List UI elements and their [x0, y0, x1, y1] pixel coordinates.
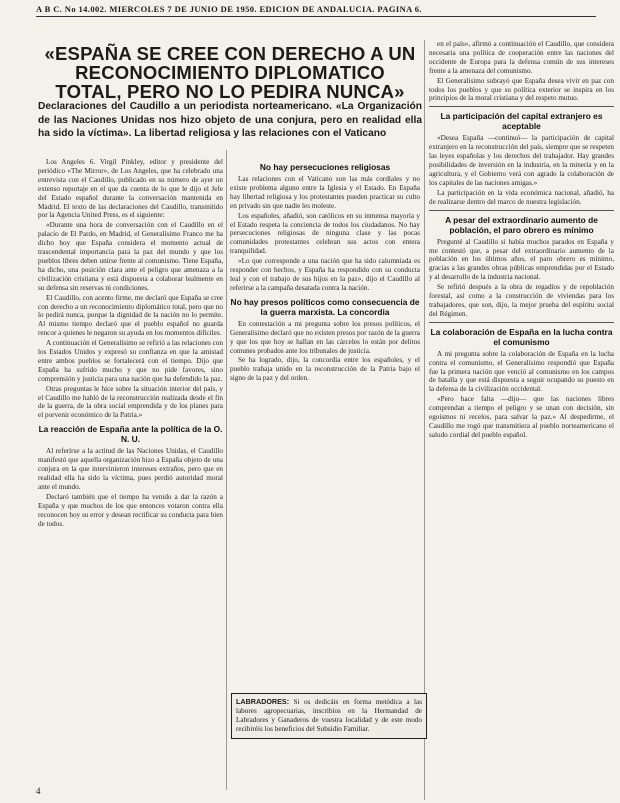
column-divider: [424, 40, 425, 800]
paragraph: «Desea España —continuó— la participación de capital extranjero en la reconstrucción del país, siempre que se respeten las leyes españolas y los derechos del trabajador. Hay grandes posibilidades de inversión en la industria, en la minería y en la agricultura, y el Gobierno verá con agrado la colaboración de los capitales de las naciones amigas.»: [429, 134, 614, 187]
paragraph: En contestación a mi pregunta sobre los presos políticos, el Generalísimo declaró que no existen presos por razón de la guerra y que los que hoy se hallan en las cárceles lo están por delitos comunes probados ante los tribunales de justicia.: [230, 319, 420, 355]
paragraph: Se ha logrado, dijo, la concordia entre los españoles, y el pueblo trabaja unido en la reconstrucción de la Patria bajo el signo de la paz y del orden.: [230, 356, 420, 383]
labradores-notice-box: [231, 693, 427, 739]
section-subheading: No hay persecuciones religiosas: [259, 162, 391, 172]
paragraph: Los Angeles 6. Virgil Pinkley, editor y presidente del periódico «The Mirror», de Los Angeles, que ha celebrado una entrevista con el Caudillo, publicado en su número de ayer un extenso reportaje en el que da cuenta de lo que le dijo el Jefe del Estado español durante la conversación mantenida en Madrid. El texto de las declaraciones del Caudillo, transmitido por la Agencia United Press, es el siguiente:: [38, 158, 223, 220]
paragraph: «Lo que corresponde a una nación que ha sido calumniada es responder con hechos, y España ha respondido con su conducta leal y con el trabajo de sus hijos en la paz», dijo el Caudillo al referirse a la campaña desatada contra la nación.: [230, 257, 420, 292]
paragraph: El Caudillo, con acento firme, me declaró que España se cree con derecho a un reconocimiento diplomático total, pero que no lo pedirá nunca, porque la dignidad de la nación no lo permite. Al mismo tiempo declaró que el pueblo español no guarda rencor a quienes le negaron su ayuda en los momentos difíciles.: [38, 293, 223, 338]
article-column-1: [38, 158, 223, 788]
paragraph: Otras preguntas le hice sobre la situación interior del país, y el Caudillo me habló de la reconstrucción realizada desde el fin de la guerra, de la obra social emprendida y de los planes para el porvenir económico de la Patria.»: [38, 384, 223, 420]
notice-text: Si os dedicáis en forma metódica a las labores agropecuarias, inscribíos en la Hermandad de Labradores y Ganaderos de vuestra localidad y de este modo recibiréis los beneficios del Subsidio Familiar.: [236, 698, 422, 733]
paragraph: Los españoles, añadió, son católicos en su inmensa mayoría y el Estado respeta la conciencia de todos los ciudadanos. No hay persecuciones religiosas de ninguna clase y las pocas comunidades protestantes celebran sus actos con entera tranquilidad.: [230, 211, 420, 256]
section-subheading: A pesar del extraordinario aumento de población, el paro obrero es mínimo: [445, 214, 598, 235]
paragraph: El Generalísimo subrayó que España desea vivir en paz con todos los pueblos y que su política exterior se inspira en los principios de la moral cristiana y del respeto mutuo.: [429, 76, 614, 103]
paragraph: A continuación el Generalísimo se refirió a las relaciones con los Estados Unidos y expresó su confianza en que la amistad entre ambos pueblos se fortalecerá con el tiempo. Dijo que España ha sufrido mucho y que no pide favores, sino comprensión y justicia para una nación que ha defendido la paz.: [38, 339, 223, 383]
section-subheading: La participación del capital extranjero es aceptable: [440, 111, 603, 132]
article-column-2: [230, 158, 420, 778]
article-column-3: [429, 40, 614, 800]
paragraph: Declaró también que el tiempo ha venido a dar la razón a España y que muchos de los que entonces votaron contra ella reconocen hoy su error y desean rectificar su conducta para bien de todos.: [38, 492, 223, 528]
divider: [429, 106, 614, 107]
main-headline: «ESPAÑA SE CREE CON DERECHO A UN RECONOCIMIENTO DIPLOMATICO TOTAL, PERO NO LO PEDIRA NUNCA»: [44, 43, 416, 102]
column-divider: [226, 150, 227, 790]
section-subheading: La colaboración de España en la lucha contra el comunismo: [430, 326, 613, 347]
divider: [429, 210, 614, 211]
section-subheading: No hay presos políticos como consecuencia de la guerra marxista. La concordia: [230, 296, 420, 317]
paragraph: A mi pregunta sobre la colaboración de España en la lucha contra el comunismo, el Generalísimo respondió que España fue la primera nación que venció al comunismo en los campos de batalla y que está dispuesta a seguir ocupando su puesto en la defensa de la civilización occidental.: [429, 349, 614, 394]
paragraph: en el país», afirmó a continuación el Caudillo, que considera necesaria una política de cooperación entre las naciones del occidente de Europa para la defensa común de sus intereses frente a la amenaza del comunismo.: [429, 40, 614, 75]
paragraph: Se refirió después a la obra de regadíos y de repoblación forestal, así como a la construcción de viviendas para los trabajadores, que son, dijo, la mejor prueba del espíritu social del Régimen.: [429, 283, 614, 318]
page-number: 4: [36, 786, 41, 796]
paragraph: «Durante una hora de conversación con el Caudillo en el palacio de El Pardo, en Madrid, el Generalísimo Franco me ha dicho hoy que España considera el momento actual de trascendental importancia para la paz del mundo y que los pueblos libres deben unirse frente al comunismo. Tiene España, ha dicho, una posición clara ante el peligro que amenaza a la civilización cristiana y está dispuesta a colaborar lealmente en su defensa sin reservas ni condiciones.: [38, 221, 223, 292]
deck-subheadline: Declaraciones del Caudillo a un periodista norteamericano. «La Organización de las Naciones Unidas nos hizo objeto de una conjura, pero en realidad ella ha sido la víctima». La libertad religiosa y las relaciones con el Vaticano: [38, 101, 422, 139]
divider: [429, 322, 614, 323]
notice-lead: LABRADORES:: [236, 697, 290, 706]
paragraph: Al referirse a la actitud de las Naciones Unidas, el Caudillo manifestó que aquella organización hizo a España objeto de una conjura en la que intervinieron intereses extraños, pero que en realidad ella ha sido la víctima, pues perdió autoridad moral ante el mundo.: [38, 447, 223, 491]
section-subheading: La reacción de España ante la política de la O. N. U.: [38, 424, 223, 445]
paragraph: Las relaciones con el Vaticano son las más cordiales y no existe problema alguno entre la Iglesia y el Estado. En España hay libertad religiosa y los protestantes pueden practicar su culto en privado sin que nadie les moleste.: [230, 175, 420, 210]
paragraph: La participación en la vida económica nacional, añadió, ha de realizarse dentro del marco de nuestra legislación.: [429, 188, 614, 206]
paragraph: Pregunté al Caudillo si había muchos parados en España y me contestó que, a pesar del extraordinario aumento de la población en los últimos años, el paro obrero es mínimo, gracias a las grandes obras públicas emprendidas por el Estado y al desarrollo de la industria nacional.: [429, 237, 614, 282]
paragraph: «Pero hace falta —dijo— que las naciones libres comprendan a tiempo el peligro y se unan con decisión, sin egoísmos ni recelos, para salvar la paz.» Al despedirme, el Caudillo me rogó que transmitiera al pueblo norteamericano el saludo cordial del pueblo español.: [429, 395, 614, 439]
running-head: A B C. No 14.002. MIERCOLES 7 DE JUNIO DE 1950. EDICION DE ANDALUCIA. PAGINA 6.: [36, 4, 596, 17]
